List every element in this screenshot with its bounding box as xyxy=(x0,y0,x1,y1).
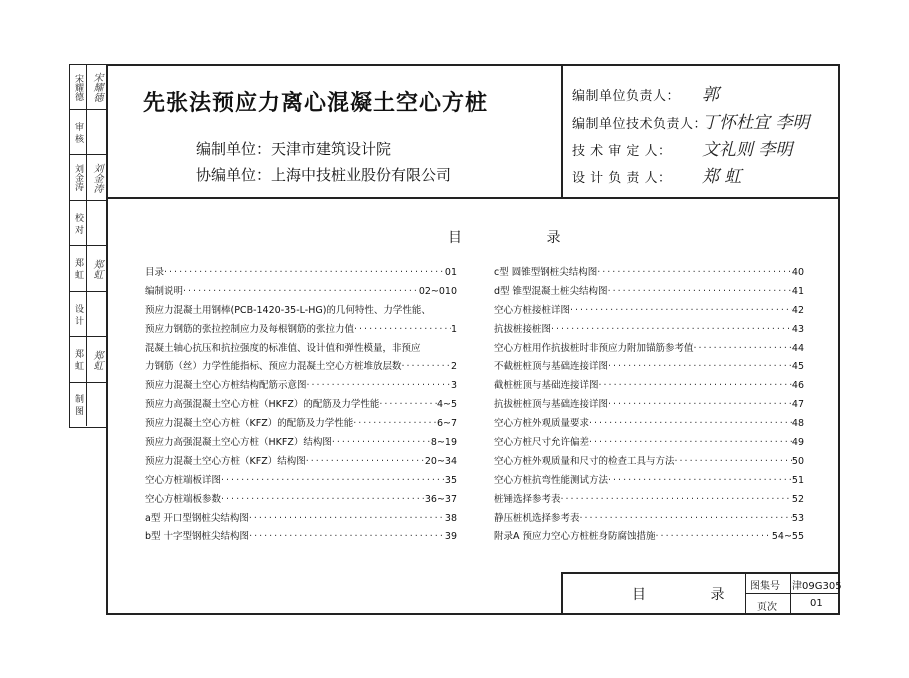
toc-entry-title: 预应力钢筋的张拉控制应力及每根钢筋的张拉力值 xyxy=(145,323,355,335)
toc-entry-title: 截桩桩顶与基础连接详图 xyxy=(494,380,599,392)
toc-entry-title: 编制说明 xyxy=(145,285,184,297)
toc-entry-title: 静压桩机选择参考表 xyxy=(494,512,580,524)
toc-entry-title: 预应力混凝土空心方桩（KFZ）的配筋及力学性能 xyxy=(145,418,354,430)
compiler-unit xyxy=(196,138,391,159)
responsible-signature: 丁怀杜宜 李明 xyxy=(702,113,810,133)
toc-entry xyxy=(494,283,804,302)
toc-leader-dots xyxy=(379,396,437,415)
toc-entry xyxy=(494,453,804,472)
toc-entry-title: 桩锤选择参考表 xyxy=(494,493,561,505)
atlas-label: 图集号 xyxy=(750,581,780,592)
toc-leader-dots xyxy=(694,340,792,359)
sidebar-cell xyxy=(70,337,107,383)
toc-leader-dots xyxy=(608,283,792,302)
responsible-label: 编制单位负责人： xyxy=(572,89,681,104)
toc-leader-dots xyxy=(597,264,792,283)
responsible-label: 设 计 负 责 人： xyxy=(572,171,672,186)
toc-leader-dots xyxy=(580,510,792,529)
responsible-label: 技 术 审 定 人： xyxy=(572,144,672,159)
toc-entry-title: 抗拔桩接桩图 xyxy=(494,323,552,335)
toc-entry-page: 42 xyxy=(791,304,804,316)
toc-entry xyxy=(145,434,457,453)
title-block-top xyxy=(561,572,840,574)
sidebar-signature xyxy=(87,383,106,426)
toc-entry-page: 2 xyxy=(450,361,457,373)
toc-leader-dots xyxy=(221,472,445,491)
toc-entry xyxy=(145,321,457,340)
responsible-row xyxy=(572,162,741,187)
toc-entry-page: 52 xyxy=(791,493,804,505)
toc-entry xyxy=(494,528,804,547)
toc-leader-dots xyxy=(306,453,425,472)
sidebar-cell xyxy=(70,292,107,337)
toc-entry-title: 预应力混凝土用钢棒(PCB-1420-35-L-HG)的几何特性、力学性能、 xyxy=(145,304,431,316)
title-block-row xyxy=(745,593,840,594)
sidebar-label: 宋耀德 xyxy=(73,73,83,101)
sidebar-signature xyxy=(87,292,106,336)
sidebar-label: 郑 虹 xyxy=(73,349,83,370)
toc-entry xyxy=(494,472,804,491)
sidebar-label: 郑 虹 xyxy=(73,258,83,279)
toc-entry-page: 44 xyxy=(791,342,804,354)
toc-left-column xyxy=(145,264,457,547)
toc-entry xyxy=(145,340,457,359)
sidebar-label: 刘金涛 xyxy=(73,164,83,191)
sidebar-signature: 宋耀德 xyxy=(91,72,102,102)
co-compiler-unit xyxy=(196,164,451,185)
toc-entry-page: 47 xyxy=(791,399,804,411)
toc-leader-dots xyxy=(599,377,792,396)
sidebar-cell xyxy=(70,246,107,292)
toc-entry-title: 空心方桩外观质量要求 xyxy=(494,418,590,430)
title-block-left xyxy=(561,572,563,615)
toc-entry-page: 53 xyxy=(791,512,804,524)
approval-sidebar xyxy=(69,64,108,428)
sidebar-label: 校 对 xyxy=(73,212,83,234)
toc-entry xyxy=(145,302,457,321)
toc-entry xyxy=(494,340,804,359)
sidebar-cell xyxy=(70,110,107,155)
toc-entry xyxy=(145,377,457,396)
responsible-label: 编制单位技术负责人： xyxy=(572,117,708,132)
toc-entry-page: 8~19 xyxy=(430,437,457,449)
toc-entry-title: c型 圆锥型钢桩尖结构图 xyxy=(494,267,598,278)
toc-entry xyxy=(494,415,804,434)
toc-entry-page: 50 xyxy=(791,455,804,467)
sidebar-signature: 郑虹 xyxy=(91,258,102,279)
responsible-signature: 文礼则 李明 xyxy=(702,140,793,160)
toc-entry xyxy=(494,434,804,453)
toc-entry xyxy=(145,491,457,510)
toc-entry-title: 空心方桩端板详图 xyxy=(145,474,222,486)
toc-leader-dots xyxy=(402,358,451,377)
toc-entry xyxy=(145,510,457,529)
page-number: 01 xyxy=(810,598,823,609)
toc-leader-dots xyxy=(354,321,451,340)
toc-entry-title: d型 锥型混凝土桩尖结构图 xyxy=(494,285,608,297)
toc-entry xyxy=(145,283,457,302)
toc-leader-dots xyxy=(249,510,445,529)
sidebar-signature xyxy=(87,201,106,245)
toc-entry-page: 39 xyxy=(444,531,457,543)
toc-leader-dots xyxy=(221,491,425,510)
compiler-name: 天津市建筑设计院 xyxy=(271,140,392,158)
toc-entry-page: 41 xyxy=(791,285,804,297)
toc-leader-dots xyxy=(608,472,792,491)
toc-leader-dots xyxy=(353,415,437,434)
sidebar-label: 审 核 xyxy=(73,121,83,143)
toc-entry-page: 49 xyxy=(791,437,804,449)
co-compiler-label: 协编单位： xyxy=(196,166,272,184)
toc-entry xyxy=(145,453,457,472)
toc-leader-dots xyxy=(249,528,445,547)
header-column-divider xyxy=(561,64,563,198)
toc-entry-title: 预应力混凝土空心方桩（KFZ）结构图 xyxy=(145,455,306,467)
toc-heading: 目 录 xyxy=(448,230,601,246)
document-title: 先张法预应力离心混凝土空心方桩 xyxy=(143,91,489,116)
toc-entry-page: 4~5 xyxy=(436,399,457,411)
toc-entry-title: 目录 xyxy=(145,267,165,278)
sidebar-signature: 郑虹 xyxy=(91,349,102,370)
toc-entry-page: 02~010 xyxy=(418,285,457,297)
sidebar-label: 制 图 xyxy=(73,394,83,415)
toc-entry-title: 预应力混凝土空心方桩结构配筋示意图 xyxy=(145,380,307,392)
responsible-signature: 郑 虹 xyxy=(702,167,742,187)
toc-entry-page: 1 xyxy=(450,323,457,335)
toc-entry-title: 空心方桩外观质量和尺寸的检查工具与方法 xyxy=(494,455,675,467)
toc-entry-page: 36~37 xyxy=(424,493,457,505)
toc-leader-dots xyxy=(332,434,431,453)
toc-leader-dots xyxy=(570,302,792,321)
toc-entry xyxy=(145,415,457,434)
toc-entry xyxy=(145,528,457,547)
toc-entry-page: 20~34 xyxy=(424,455,457,467)
toc-leader-dots xyxy=(551,321,792,340)
toc-entry xyxy=(494,264,804,283)
toc-entry-page: 51 xyxy=(791,474,804,486)
toc-entry-page: 01 xyxy=(444,267,457,278)
toc-entry xyxy=(494,377,804,396)
toc-entry-page: 38 xyxy=(444,512,457,524)
toc-entry-page: 3 xyxy=(450,380,457,392)
sidebar-signature: 刘金涛 xyxy=(91,162,102,193)
toc-right-column xyxy=(494,264,804,547)
sidebar-cell xyxy=(70,65,107,110)
atlas-number: 津09G305 xyxy=(792,581,842,592)
toc-entry-title: 空心方桩尺寸允许偏差 xyxy=(494,437,590,449)
toc-leader-dots xyxy=(561,491,792,510)
sidebar-cell xyxy=(70,155,107,201)
toc-entry-page: 6~7 xyxy=(436,418,457,430)
page-label: 页次 xyxy=(757,602,777,613)
toc-entry xyxy=(494,491,804,510)
toc-entry xyxy=(145,472,457,491)
toc-entry-title: 附录A 预应力空心方桩桩身防腐蚀措施 xyxy=(494,531,656,543)
toc-entry-title: 预应力高强混凝土空心方桩（HKFZ）结构图 xyxy=(145,437,332,449)
toc-entry-title: 抗拔桩桩顶与基础连接详图 xyxy=(494,399,609,411)
title-block-title: 目 录 xyxy=(632,587,755,603)
toc-entry xyxy=(145,396,457,415)
sidebar-signature xyxy=(87,110,106,154)
toc-entry-page: 46 xyxy=(791,380,804,392)
toc-leader-dots xyxy=(675,453,792,472)
toc-entry-page: 45 xyxy=(791,361,804,373)
toc-entry xyxy=(494,321,804,340)
toc-entry-page: 43 xyxy=(791,323,804,335)
header-divider xyxy=(106,197,840,199)
toc-entry-title: a型 开口型钢桩尖结构图 xyxy=(145,512,249,524)
toc-leader-dots xyxy=(164,264,445,283)
responsible-row xyxy=(572,80,719,105)
toc-leader-dots xyxy=(656,528,772,547)
toc-entry xyxy=(494,396,804,415)
toc-leader-dots xyxy=(183,283,419,302)
toc-entry-title: b型 十字型钢桩尖结构图 xyxy=(145,531,250,543)
toc-leader-dots xyxy=(608,396,792,415)
compiler-label: 编制单位： xyxy=(196,140,272,158)
toc-entry xyxy=(145,358,457,377)
toc-leader-dots xyxy=(589,434,792,453)
toc-leader-dots xyxy=(307,377,451,396)
toc-entry-page: 48 xyxy=(791,418,804,430)
toc-entry-title: 混凝土轴心抗压和抗拉强度的标准值、设计值和弹性模量，非预应 xyxy=(145,342,421,354)
sidebar-label: 设 计 xyxy=(73,303,83,325)
responsible-row xyxy=(572,108,809,133)
toc-entry xyxy=(494,510,804,529)
toc-entry-title: 空心方桩接桩详图 xyxy=(494,304,571,316)
toc-leader-dots xyxy=(608,358,792,377)
responsible-signature: 郭 xyxy=(702,85,719,105)
toc-entry xyxy=(494,302,804,321)
sidebar-cell xyxy=(70,383,107,426)
toc-entry-title: 力钢筋（丝）力学性能指标、预应力混凝土空心方桩堆放层数 xyxy=(145,361,402,373)
toc-entry-title: 不截桩桩顶与基础连接详图 xyxy=(494,361,609,373)
co-compiler-name: 上海中技桩业股份有限公司 xyxy=(271,166,452,184)
toc-leader-dots xyxy=(589,415,792,434)
toc-entry-title: 空心方桩用作抗拔桩时非预应力附加锚筋参考值 xyxy=(494,342,694,354)
toc-entry-page: 54~55 xyxy=(771,531,804,543)
sidebar-cell xyxy=(70,201,107,246)
responsible-row xyxy=(572,135,792,160)
toc-entry-page: 40 xyxy=(791,267,804,278)
toc-entry-title: 空心方桩抗弯性能测试方法 xyxy=(494,474,609,486)
toc-entry-title: 空心方桩端板参数 xyxy=(145,493,222,505)
toc-entry xyxy=(145,264,457,283)
toc-entry-title: 预应力高强混凝土空心方桩（HKFZ）的配筋及力学性能 xyxy=(145,399,380,411)
toc-entry-page: 35 xyxy=(444,474,457,486)
toc-entry xyxy=(494,358,804,377)
